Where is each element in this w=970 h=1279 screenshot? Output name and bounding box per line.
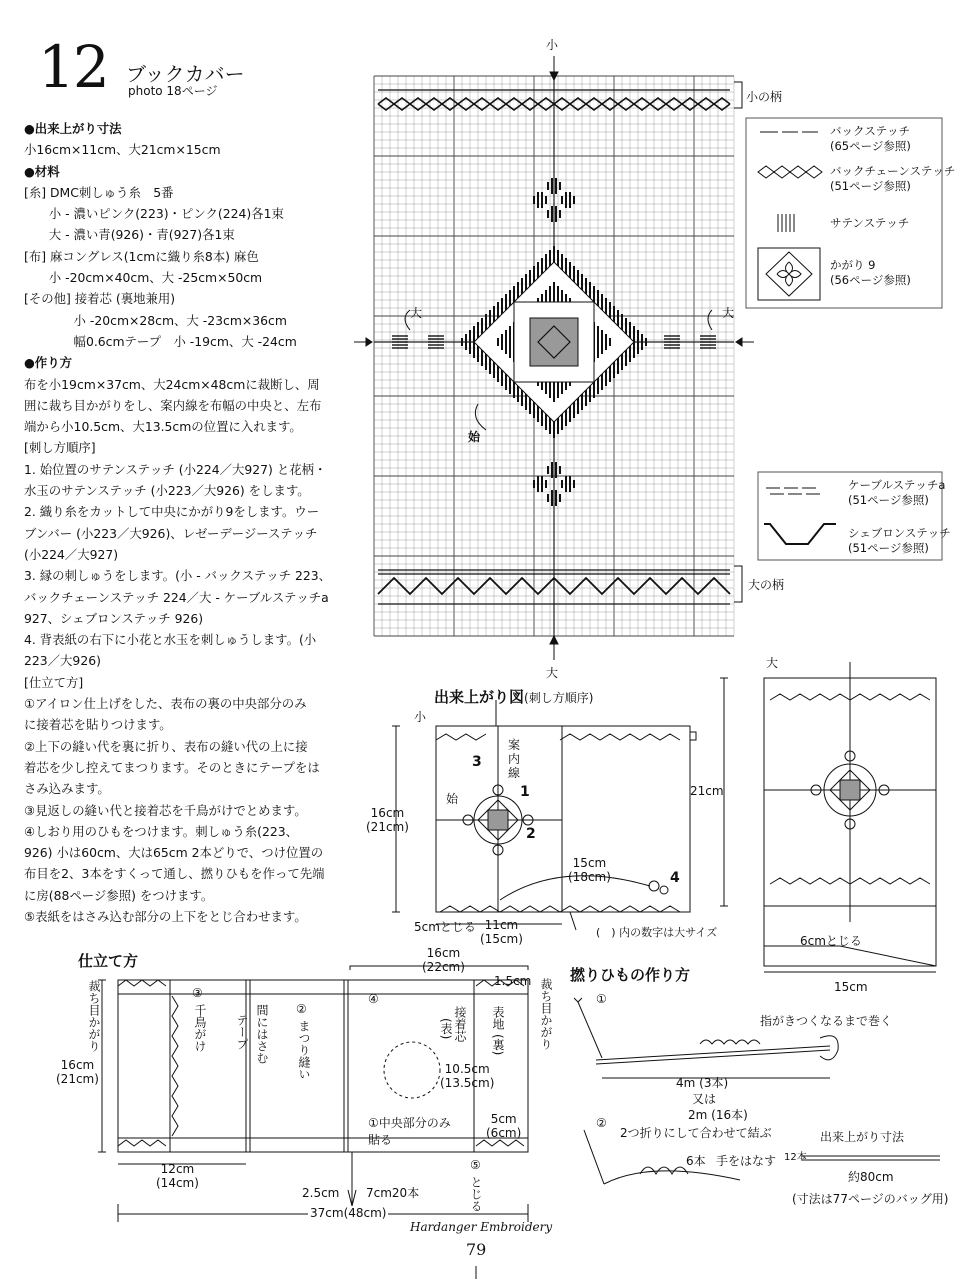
spine-label: 15cm (18cm)	[568, 856, 611, 884]
instruction-line: 4. 背表紙の右下に小花と水玉を刺しゅうします。(小	[24, 632, 317, 648]
release-label: 手をはなす	[716, 1154, 777, 1168]
large-close-label: 6cmとじる	[800, 934, 862, 948]
instruction-line: 小 -20cm×28cm、大 -23cm×36cm	[24, 312, 287, 328]
instruction-line: [糸] DMC刺しゅう糸 5番	[24, 184, 174, 200]
twist-note: 指がきつくなるまで巻く	[760, 1014, 893, 1028]
dim-7cm: 7cm20本	[366, 1186, 420, 1200]
cord-len1: 4m (3本)	[676, 1076, 729, 1090]
bottom-12: 12cm (14cm)	[156, 1162, 199, 1190]
cord-approx: 約80cm	[848, 1170, 894, 1184]
step-3: 3	[472, 754, 482, 770]
instruction-line: 布を小19cm×37cm、大24cm×48cmに裁断し、周	[24, 376, 320, 392]
dim-2-5: 2.5cm	[302, 1186, 340, 1200]
step1-label: ①中央部分のみ 貼る	[368, 1116, 451, 1147]
finished-large-diagram	[720, 662, 936, 972]
six-strands: 6本	[686, 1154, 706, 1168]
small-height-label: 16cm (21cm)	[366, 806, 409, 834]
step-4: 4	[670, 870, 680, 886]
large-height-label: 21cm	[690, 784, 724, 798]
front-back-label: 表地	[491, 1006, 505, 1030]
instruction-line: ブンバー (小223／大926)、レゼーデージーステッチ	[24, 525, 318, 541]
assembly-left-dim: 16cm (21cm)	[56, 1058, 99, 1086]
instruction-line: 3. 縁の刺しゅうをします。(小 - バックステッチ 223、	[24, 568, 331, 584]
instruction-line: 幅0.6cmテープ 小 -19cm、大 -24cm	[24, 333, 297, 349]
assembly-title: 仕立て方	[78, 952, 139, 970]
instruction-line: 223／大926)	[24, 653, 101, 669]
legend-cable: ケーブルステッチa (51ページ参照)	[848, 478, 946, 507]
chidori-label: 千鳥がけ	[193, 1004, 207, 1052]
step4-mark: ④	[368, 992, 379, 1006]
finished-large-label: 大	[766, 656, 779, 670]
finished-small-label: 小	[414, 710, 427, 724]
close-assembly: とじる	[469, 1176, 483, 1212]
dim-10-5: 10.5cm (13.5cm)	[440, 1062, 495, 1090]
cord-twelve: 12本	[784, 1152, 807, 1163]
step5-mark: ⑤	[470, 1158, 481, 1172]
instruction-line: さみ込みます。	[24, 781, 110, 797]
step-1: 1	[520, 784, 530, 800]
chart-right-mark: 大	[722, 306, 735, 320]
legend-backstitch: バックステッチ (65ページ参照)	[830, 124, 911, 153]
guide-line-label: 案内線	[508, 738, 521, 780]
instruction-line: 着芯を少し控えてまつります。そのときにテープをは	[24, 759, 320, 775]
instruction-line: ●材料	[24, 163, 60, 179]
between-label: 間にはさむ	[255, 1004, 269, 1064]
step-2: 2	[526, 826, 536, 842]
instruction-line: [その他] 接着芯 (裏地兼用)	[24, 291, 176, 307]
instruction-line: 小 -20cm×40cm、大 -25cm×50cm	[24, 270, 263, 286]
legend-kagari: かがり 9 (56ページ参照)	[830, 258, 911, 287]
instruction-line: (小224／大927)	[24, 546, 119, 562]
cord-or: 又は	[692, 1092, 717, 1106]
instruction-line: 小16cm×11cm、大21cm×15cm	[24, 142, 221, 158]
instruction-line: ●作り方	[24, 355, 72, 371]
chart-bottom-label: 大	[546, 666, 559, 680]
cord-finished: 出来上がり寸法	[820, 1130, 905, 1144]
page-number: 79	[466, 1240, 487, 1259]
instruction-line: 1. 始位置のサテンステッチ (小224／大927) と花柄・	[24, 461, 327, 477]
instruction-line: ●出来上がり寸法	[24, 121, 122, 136]
cord-ref: (寸法は77ページのバッグ用)	[792, 1192, 949, 1206]
pattern-number: 12	[38, 33, 108, 101]
chart-start-label: 始	[468, 430, 481, 444]
size-note: ( ) 内の数字は大サイズ	[596, 926, 718, 939]
interfacing-side: (表)	[439, 1018, 453, 1040]
legend-chevron: シェブロンステッチ (51ページ参照)	[848, 526, 951, 555]
finished-title: 出来上がり図(刺し方順序)	[434, 688, 594, 706]
tape-label: テープ	[235, 1014, 249, 1050]
instruction-line: [刺し方順序]	[24, 440, 96, 456]
instruction-line: ③見返しの縫い代と接着芯を千鳥がけでとめます。	[24, 802, 307, 818]
cord-step1: ①	[596, 992, 607, 1006]
instruction-line: 大 - 濃い青(926)・青(927)各1束	[24, 227, 235, 243]
cord-step2: ②	[596, 1116, 607, 1130]
fold-note: 2つ折りにして合わせて結ぶ	[620, 1126, 772, 1140]
instruction-line: 927、シェブロンステッチ 926)	[24, 610, 204, 626]
instruction-line: 926) 小は60cm、大は65cm 2本どりで、つけ位置の	[24, 845, 324, 861]
instruction-line: 囲に裁ち目かがりをし、案内線を布幅の中央と、左布	[24, 397, 322, 413]
step2-mark: ②	[296, 1002, 307, 1016]
instruction-line: 端から小10.5cm、大13.5cmの位置に入れます。	[24, 419, 302, 435]
instruction-line: 布目を2、3本をすくって通し、撚りひもを作って先端	[24, 866, 325, 882]
cord-title: 撚りひもの作り方	[570, 966, 691, 984]
instruction-line: に房(88ページ参照) をつけます。	[24, 887, 214, 903]
instruction-line: ①アイロン仕上げをした、表布の裏の中央部分のみ	[24, 696, 307, 712]
photo-reference: photo 18ページ	[128, 84, 218, 98]
right-overcast-label: 裁ち目かがり	[539, 978, 553, 1050]
front-back-side: (裏)	[491, 1034, 505, 1056]
large-pattern-label: 大の柄	[748, 578, 785, 592]
chart-left-mark: 大	[410, 306, 423, 320]
matsuri-label: まつり縫い	[297, 1020, 311, 1080]
finished-start: 始	[446, 792, 459, 806]
instruction-line: 2. 織り糸をカットして中央にかがり9をします。ウー	[24, 504, 320, 520]
legend-satin: サテンステッチ	[830, 216, 910, 230]
legend-back-chain: バックチェーンステッチ (51ページ参照)	[830, 164, 956, 193]
step3-mark: ③	[192, 986, 203, 1000]
large-width-label: 15cm	[834, 980, 868, 994]
chart-top-label: 小	[546, 38, 559, 52]
close-label: 5cmとじる	[414, 920, 476, 934]
instruction-line: ⑤表紙をはさみ込む部分の上下をとじ合わせます。	[24, 908, 307, 924]
dim-5: 5cm (6cm)	[486, 1112, 522, 1140]
small-width-label: 11cm (15cm)	[480, 918, 523, 946]
instruction-line: に接着芯を貼りつけます。	[24, 717, 172, 733]
instruction-line: [布] 麻コングレス(1cmに織り糸8本) 麻色	[24, 248, 259, 264]
signature: Hardanger Embroidery	[410, 1220, 553, 1234]
instruction-line: 水玉のサテンステッチ (小223／大926) をします。	[24, 483, 310, 499]
instruction-line: [仕立て方]	[24, 674, 84, 690]
instruction-line: ②上下の縫い代を裏に折り、表布の縫い代の上に接	[24, 738, 308, 754]
assembly-top-dim: 16cm (22cm)	[422, 946, 465, 974]
interfacing-label: 接着芯	[453, 1006, 467, 1042]
instruction-line: 小 - 濃いピンク(223)・ピンク(224)各1束	[24, 206, 284, 222]
dim-1-5: 1.5cm	[494, 974, 532, 988]
total-dim: 37cm(48cm)	[310, 1206, 387, 1220]
instruction-line: ④しおり用のひもをつけます。刺しゅう糸(223、	[24, 823, 299, 839]
cord-len2: 2m (16本)	[688, 1108, 748, 1122]
small-pattern-label: 小の柄	[746, 90, 783, 104]
finished-small-diagram	[392, 700, 696, 930]
page-title: ブックカバー	[126, 62, 245, 86]
left-overcast-label: 裁ち目かがり	[87, 980, 101, 1052]
instruction-line: バックチェーンステッチ 224／大 - ケーブルステッチa	[24, 589, 329, 605]
